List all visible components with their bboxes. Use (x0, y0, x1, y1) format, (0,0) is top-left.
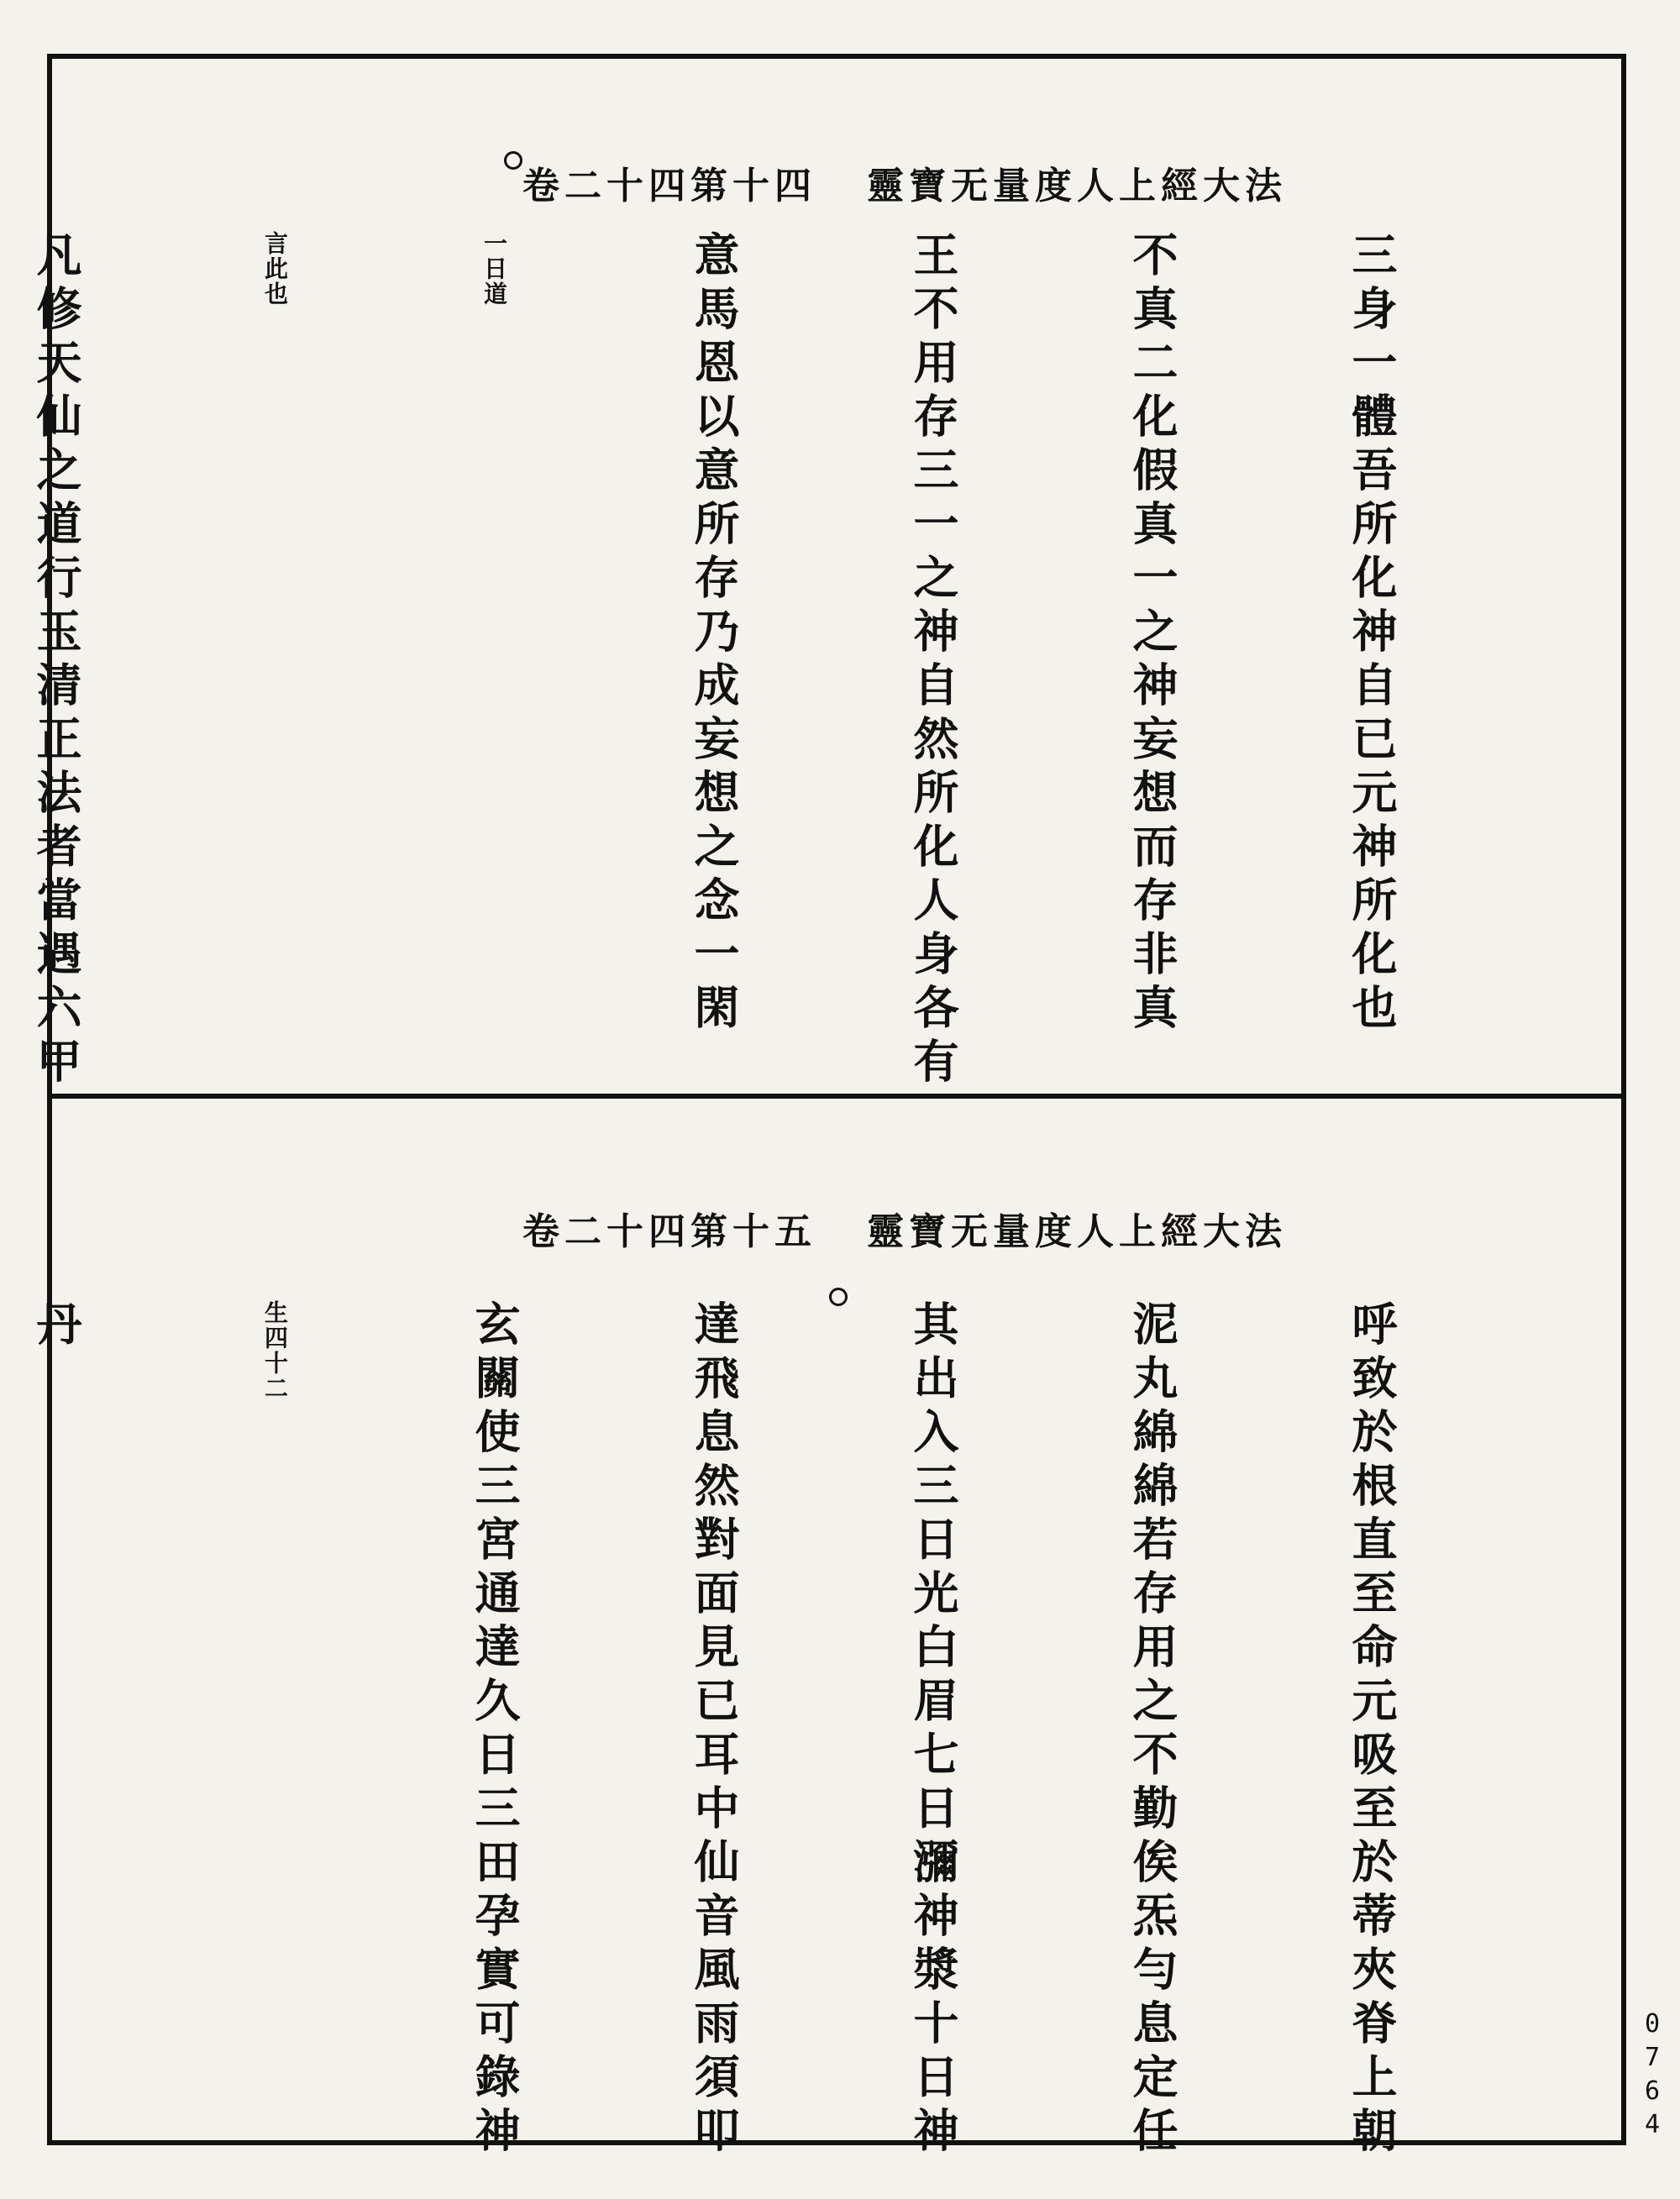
bottom-header (522, 1201, 1446, 1255)
column-line: 達飛息然對面見已耳中仙音風雨須叩 (687, 1300, 741, 2160)
column-line: 一日道 (480, 231, 508, 307)
top-panel (29, 59, 1621, 1094)
column-line: 凡修天仙之道行玉清正法者當遇六甲 (29, 231, 83, 1091)
page-number: 0764 (1644, 2009, 1661, 2139)
bottom-header-volume: 卷二十四第十五 (522, 1210, 816, 1253)
column-line: 呼致於根直至命元吸至於蒂夾脊上朝 (1345, 1300, 1399, 2160)
column-line: 生四十二 (261, 1300, 289, 1401)
column-line: 泥丸綿綿若存用之不勤俟炁勻息定任 (1126, 1300, 1179, 2160)
bottom-header-title: 靈寶无量度人上經大法 (867, 1210, 1287, 1253)
column-line: 玄關使三宮通達久日三田孕實可錄神 (468, 1300, 522, 2160)
bottom-text-column-block (0, 1300, 1554, 2160)
column-line: 王不用存三一之神自然所化人身各有 (906, 231, 960, 1091)
column-line: 其出入三日光白眉七日瀰神漿十日神 (906, 1300, 960, 2160)
column-line: 丹 (29, 1300, 83, 1354)
column-line: 不真二化假真一之神妄想而存非真 (1126, 231, 1179, 1037)
top-header-volume: 卷二十四第十四 (522, 165, 816, 207)
bottom-panel (29, 1099, 1621, 2160)
top-header (522, 155, 1446, 209)
top-circle-mark (504, 151, 522, 170)
column-line: 三身一體吾所化神自已元神所化也 (1345, 231, 1399, 1037)
top-text-column-block (0, 231, 1554, 1091)
column-line: 意馬恩以意所存乃成妄想之念一閑 (687, 231, 741, 1037)
column-line: 言此也 (261, 231, 289, 307)
top-header-title: 靈寶无量度人上經大法 (867, 165, 1287, 207)
